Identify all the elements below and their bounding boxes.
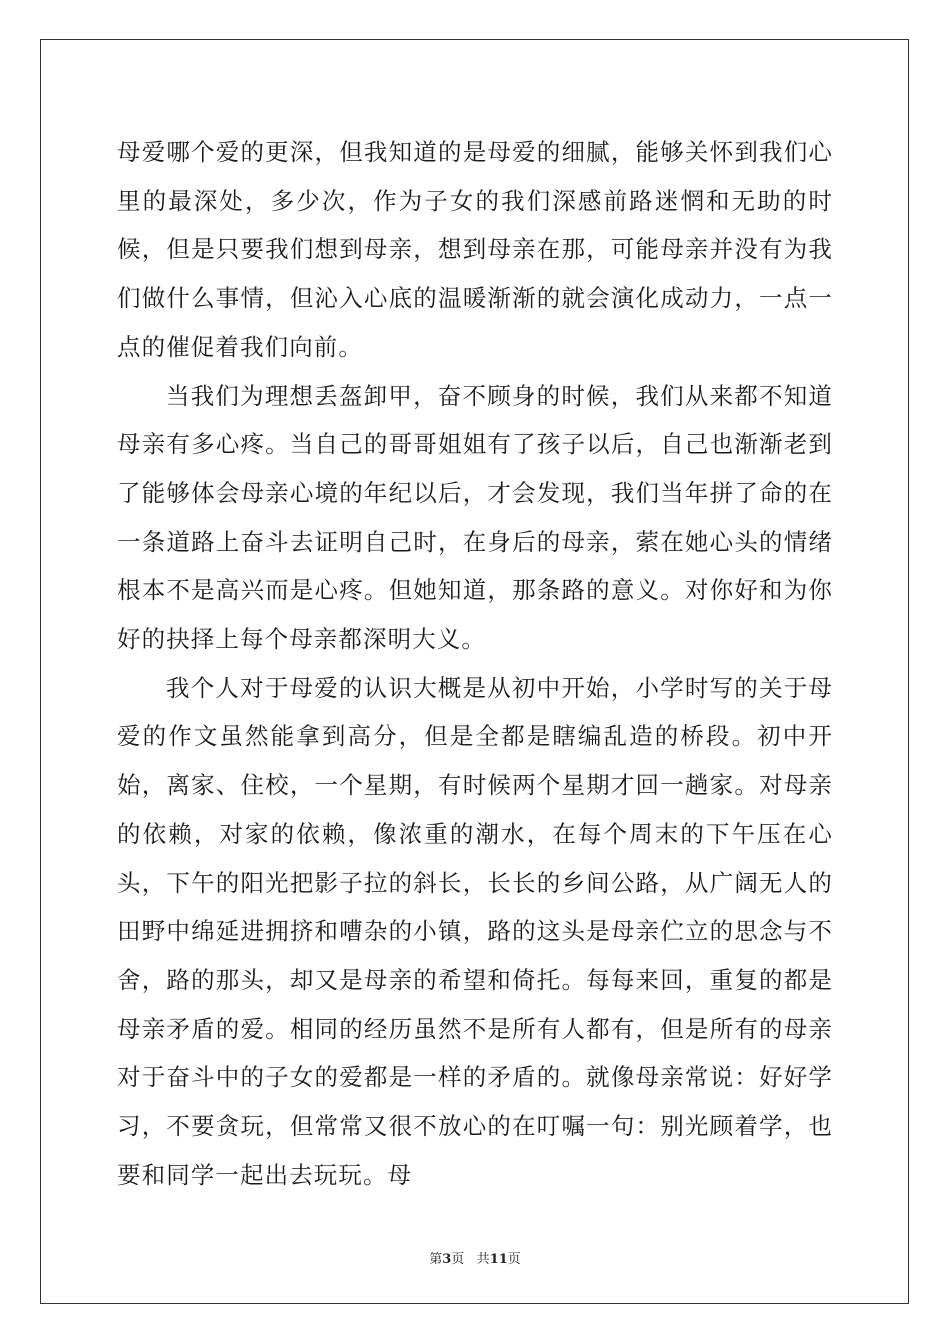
document-body bbox=[117, 128, 833, 1199]
total-prefix: 共 bbox=[476, 1252, 490, 1267]
page-suffix: 页 bbox=[451, 1252, 465, 1267]
page-prefix: 第 bbox=[429, 1252, 443, 1267]
page-footer bbox=[0, 1248, 950, 1267]
paragraph-1: 母爱哪个爱的更深，但我知道的是母爱的细腻，能够关怀到我们心里的最深处，多少次，作为子女的我们深感前路迷惘和无助的时候，但是只要我们想到母亲，想到母亲在那，可能母亲并没有为我们做什么事情，但沁入心底的温暖渐渐的就会演化成动力，一点一点的催促着我们向前。 bbox=[117, 138, 833, 361]
page-total: 11 bbox=[489, 1252, 508, 1267]
paragraph-3: 我个人对于母爱的认识大概是从初中开始，小学时写的关于母爱的作文虽然能拿到高分，但是全都是瞎编乱造的桥段。初中开始，离家、住校，一个星期，有时候两个星期才回一趟家。对母亲的依赖，对家的依赖，像浓重的潮水，在每个周末的下午压在心头，下午的阳光把影子拉的斜长，长长的乡间公路，从广阔无人的田野中绵延进拥挤和嘈杂的小镇，路的这头是母亲伫立的思念与不舍，路的那头，却又是母亲的希望和倚托。每每来回，重复的都是母亲矛盾的爱。相同的经历虽然不是所有人都有，但是所有的母亲对于奋斗中的子女的爱都是一样的矛盾的。就像母亲常说：好好学习，不要贪玩，但常常又很不放心的在叮嘱一句：别光顾着学，也要和同学一起出去玩玩。母 bbox=[117, 673, 833, 1189]
paragraph-2: 当我们为理想丢盔卸甲，奋不顾身的时候，我们从来都不知道母亲有多心疼。当自己的哥哥姐姐有了孩子以后，自己也渐渐老到了能够体会母亲心境的年纪以后，才会发现，我们当年拼了命的在一条道路上奋斗去证明自己时，在身后的母亲，萦在她心头的情绪根本不是高兴而是心疼。但她知道，那条路的意义。对你好和为你好的抉择上每个母亲都深明大义。 bbox=[117, 381, 833, 654]
total-suffix: 页 bbox=[507, 1252, 521, 1267]
page-current: 3 bbox=[442, 1252, 452, 1267]
